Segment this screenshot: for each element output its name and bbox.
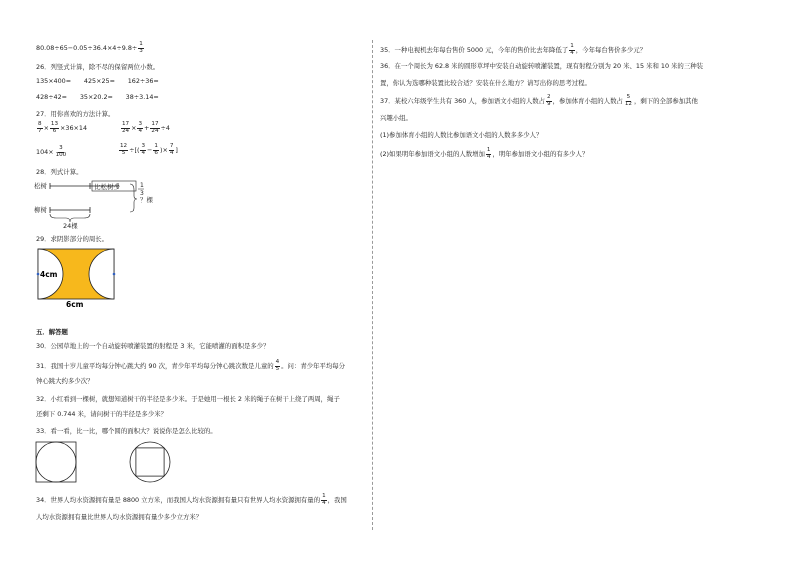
numerator: 1 [154,143,158,149]
q37-sub1: (1)参加体育小组的人数比参加语文小组的人数多多少人？ [380,131,543,139]
fraction [321,494,327,506]
fraction [50,122,59,134]
q29-title: 29．求阴影部分的周长。 [36,235,109,243]
expr-head: 104× [36,148,54,157]
point-left [37,273,40,276]
label-q: ？棵 [140,196,153,204]
fraction [119,144,128,156]
denominator: 4 [570,49,574,56]
q28-bar-diagram [30,178,170,230]
fraction [121,122,130,134]
numerator: 1 [486,147,491,153]
point-right [113,273,116,276]
numerator: 1 [139,41,143,47]
fraction [138,42,144,54]
q28-title: 28．列式计算。 [36,168,83,176]
denominator: 4 [141,149,146,156]
q33-figures [34,440,184,484]
denominator: 4 [138,127,143,134]
q37-line1 [380,95,698,107]
q35-text-b: ，今年每台售价多少元？ [575,46,647,55]
denominator: 100 [55,151,67,158]
calc-line-text: 80.08÷65−0.05÷36.4×4÷9.8÷ [36,44,138,53]
denominator: 4 [169,149,174,156]
numerator: 17 [151,121,159,127]
label-24: 24棵 [63,222,78,230]
q34-line1 [36,494,347,506]
q37-line2: 兴趣小组。 [380,114,412,122]
fraction [486,148,492,160]
denominator: 6 [52,127,57,134]
fraction [150,122,159,134]
denominator: 6 [154,149,158,156]
q31-line2: 钟心跳大约多少次？ [36,377,94,385]
calc-line [36,42,145,54]
section5-title: 五．解答题 [36,328,68,336]
fraction [55,146,68,158]
q34-line1-text-b: ，我国 [327,496,347,505]
label-liu: 柳树 [34,206,47,214]
expr-tail: ×36×14 [60,124,88,133]
square-inscribed [136,448,164,476]
denominator: 9 [547,100,551,107]
q26-row2: 428÷42= 35×20.2= 38÷3.14= [36,93,159,101]
numerator: 2 [547,94,551,100]
numerator: 3 [138,121,143,127]
q27-expr4: $\frac{12}{5}$ ÷[( $\frac{3}{4}$ − $\frac{1}{6}$ )× $\frac{7}{4}$ ] [120,143,178,156]
denominator: 24 [122,127,130,134]
denominator: 5 [121,149,126,156]
q27-expr2 [120,122,170,134]
left-column [0,0,372,562]
numerator: 13 [50,121,59,127]
q36-line1: 36．在一个周长为 62.8 米的圆形草坪中安装自动旋转喷灌装置，现有射程分别为 20 米、15 米和 10 米的三种装 [380,62,703,70]
q34-line1-text-a: 34．世界人均水资源拥有量是 8800 立方米，而我国人均水资源拥有量只有世界人均水资源拥有量的 [36,496,321,505]
numerator: 7 [169,143,174,149]
q27-expr3 [36,146,68,158]
numerator: 5 [626,94,631,100]
q33: 33．看一看，比一比，哪个圆的面积大？说说你是怎么比较的。 [36,427,217,435]
brace-bottom [50,214,90,222]
q31-line1-text-a: 31．我国十岁儿童平均每分钟心跳大约 90 次，青少年平均每分钟心跳次数是儿童的 [36,362,274,371]
q37-line1-text-b: ，参加体育小组的人数占 [552,97,623,106]
denominator: 24 [151,127,159,134]
q32-line1: 32．小红看到一棵树，就想知道树干的半径是多少米。于是她用一根长 2 米的绳子在树干上绕了两周，绳子 [36,395,340,403]
denominator: 5 [275,365,280,372]
q37-sub2 [380,148,588,160]
q26-row1: 135×400= 425×25= 162÷36= [36,77,159,85]
fraction [569,44,575,56]
q37-sub2-text-a: (2)如果明年参加语文小组的人数增加 [380,150,485,159]
compare-frac-n: 1 [140,182,144,189]
numerator: 17 [122,121,130,127]
q35-text-a: 35．一种电视机去年每台售价 5000 元，今年的售价比去年降低了 [380,46,569,55]
operator: × [131,124,137,133]
fraction [624,95,633,107]
column-divider [372,40,373,530]
expr-tail: ] [175,146,178,155]
q34-line2: 人均水资源拥有量比世界人均水资源拥有量少多少立方米？ [36,513,203,521]
numerator: 12 [120,143,128,149]
q32-line2: 还剩下 0.744 米，请问树干的半径是多少米？ [36,410,167,418]
expr-mid: ÷[ [129,146,137,155]
right-column [374,0,794,562]
fraction [137,122,143,134]
label-song: 松树 [34,182,47,190]
dim-width: 6cm [66,300,84,309]
circle-inscribed [36,442,76,482]
fraction [153,144,159,156]
fraction [169,144,175,156]
q31-line1-text-b: 。问：青少年平均每分 [281,362,346,371]
fraction [140,144,146,156]
denominator: 7 [38,127,42,134]
numerator: 3 [141,143,146,149]
numerator: 1 [322,493,326,499]
q31-line1 [36,360,345,372]
fraction [37,122,43,134]
numerator: 3 [59,145,63,151]
dim-height: 4cm [40,270,58,279]
q36-line2: 置，你认为选哪种装置比较合适？安装在什么地方？请写出你的思考过程。 [380,79,591,87]
fraction [275,360,281,372]
fraction [546,95,552,107]
denominator: 3 [139,47,143,54]
operator: − [147,146,153,155]
expr-tail: ÷4 [160,124,170,133]
q27-expr1 [36,122,87,134]
expr-mid2: )× [159,146,168,155]
compare-frac-d: 3 [140,190,144,197]
q37-line1-text-c: ，剩下的全部参加其他 [633,97,698,106]
q35 [380,44,646,56]
q27-title: 27．用你喜欢的方法计算。 [36,110,115,118]
numerator: 4 [275,359,280,365]
numerator: 8 [38,121,42,127]
q29-shaded-figure [32,247,122,309]
numerator: 1 [570,43,574,49]
denominator: 12 [624,100,632,107]
denominator: 4 [322,499,326,506]
denominator: 4 [486,153,491,160]
operator: + [144,124,150,133]
operator: × [43,124,49,133]
label-compare: 比松树少 [94,183,120,191]
q37-sub2-text-b: ，明年参加语文小组的有多少人？ [492,150,589,159]
q30: 30．公园草地上的一个自动旋转喷灌装置的射程是 3 米，它能喷灌的面积是多少？ [36,342,270,350]
q37-line1-text-a: 37．某校六年级学生共有 360 人，参加语文小组的人数占 [380,97,545,106]
q26-title: 26．列竖式计算，除不尽的保留两位小数。 [36,63,160,71]
